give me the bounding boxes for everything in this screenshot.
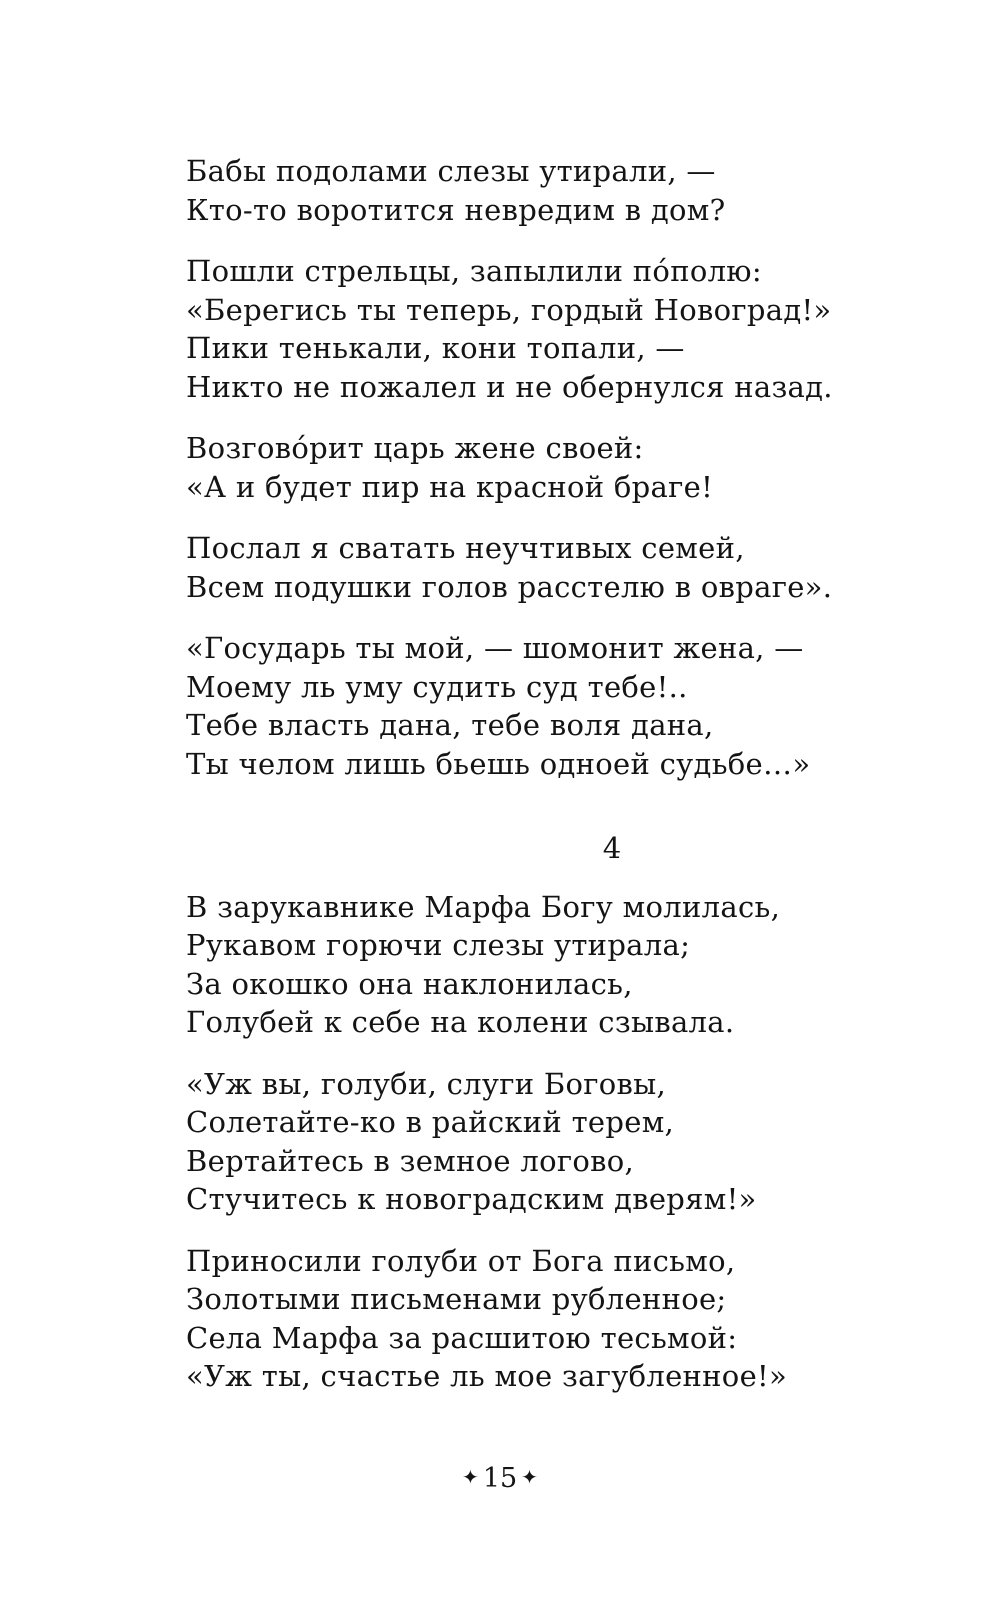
ornament-right-icon: ✦ xyxy=(521,1465,538,1489)
poem-text xyxy=(186,152,926,1419)
ornament-left-icon: ✦ xyxy=(462,1465,479,1489)
page-number: 15 xyxy=(482,1463,518,1494)
poem-line: «Берегись ты теперь, гордый Новоград!» xyxy=(186,292,832,327)
poem-line: Стучитесь к новоградским дверям!» xyxy=(186,1182,757,1216)
stanza xyxy=(186,888,926,1042)
stanza xyxy=(186,529,926,606)
stanzas-before-section xyxy=(186,152,926,783)
poem-line: Вертайтесь в земное логово, xyxy=(186,1143,635,1178)
poem-line: Голубей к себе на колени сзывала. xyxy=(186,1005,735,1039)
poem-line: Моему ль уму судить суд тебе!.. xyxy=(186,669,688,704)
poem-line: Солетайте-ко в райский терем, xyxy=(186,1105,675,1139)
stanza xyxy=(186,629,926,783)
poem-line: Села Марфа за расшитою тесьмой: xyxy=(186,1320,738,1355)
poem-line: В зарукавнике Марфа Богу молилась, xyxy=(186,889,781,924)
poem-line: Пики тенькали, кони топали, — xyxy=(186,331,685,365)
poem-line: «Уж ты, счастье ль мое загубленное!» xyxy=(186,1359,788,1393)
stanzas-after-section xyxy=(186,888,926,1396)
stanza xyxy=(186,252,926,406)
poem-line: Послал я сватать неучтивых семей, xyxy=(186,531,745,565)
poem-line: Ты челом лишь бьешь одноей судьбе…» xyxy=(186,746,811,781)
poem-line: «Государь ты мой, — шомонит жена, — xyxy=(186,631,804,665)
poem-line: Кто-то воротится невредим в дом? xyxy=(186,192,726,227)
poem-line: Приносили голуби от Бога письмо, xyxy=(186,1243,736,1278)
stanza xyxy=(186,1242,926,1396)
poem-line: За окошко она наклонилась, xyxy=(186,966,633,1001)
poem-line: «А и будет пир на красной браге! xyxy=(186,469,714,504)
poem-line: Возгово́рит царь жене своей: xyxy=(186,431,644,465)
poem-line: «Уж вы, голуби, слуги Боговы, xyxy=(186,1066,667,1101)
poem-line: Рукавом горючи слезы утирала; xyxy=(186,928,691,962)
stanza xyxy=(186,152,926,229)
poem-line: Пошли стрельцы, запылили по́полю: xyxy=(186,254,762,288)
poem-line: Тебе власть дана, тебе воля дана, xyxy=(186,708,714,742)
poem-line: Всем подушки голов расстелю в овраге». xyxy=(186,569,833,604)
stanza xyxy=(186,1065,926,1219)
stanza xyxy=(186,429,926,506)
section-number: 4 xyxy=(602,831,622,865)
page-footer xyxy=(0,1460,1000,1496)
poem-line: Никто не пожалел и не обернулся назад. xyxy=(186,369,833,404)
poem-line: Бабы подолами слезы утирали, — xyxy=(186,154,716,188)
poem-line: Золотыми письменами рубленное; xyxy=(186,1282,727,1316)
